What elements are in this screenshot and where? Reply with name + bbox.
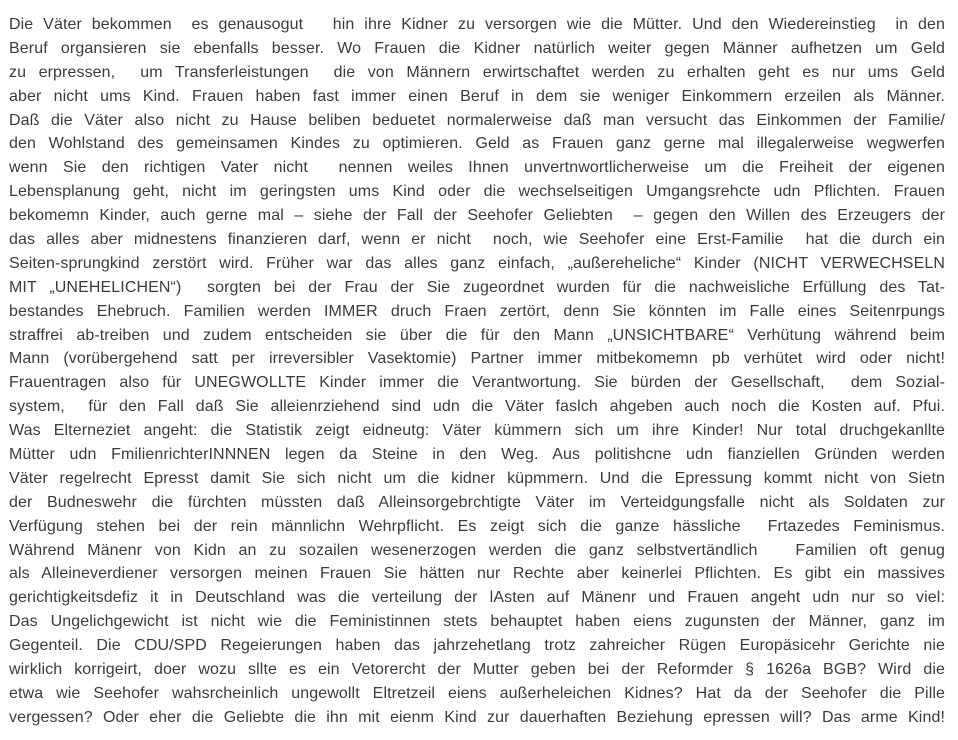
text-line: Gegenteil. Die CDU/SPD Regeierungen haben das jahrzehetlang trotz zahreicher Rügen Europäsicehr Gerichte nie (9, 637, 945, 655)
text-line: Mütter udn FmilienrichterINNNEN legen da Steine in den Weg. Aus politishcne udn fianziellen Gründen werden (9, 446, 945, 464)
text-line: Väter regelrecht Epresst damit Sie sich nicht um die kidner küpmmern. Und die Epressung kommt nicht von Sietn (9, 469, 945, 487)
text-line: als Alleineverdiener versorgen meinen Frauen Sie hätten nur Rechte aber keinerlei Pflichten. Es gibt ein massives (9, 565, 945, 583)
text-line: zu erpressen, um Transferleistungen die von Männern erwirtschaftet werden zu erhalten geht es nur ums Geld (9, 63, 945, 81)
text-line: vergessen? Oder eher die Geliebte die ihn mit eienm Kind zur dauerhaften Beziehung epressen will? Das arme Kind! (9, 708, 945, 726)
text-line: Mann (vorübergehend satt per irreversibler Vasektomie) Partner immer mitbekomemn pb verhütet wird oder nicht! (9, 350, 945, 368)
text-line: Lebensplanung geht, nicht im geringsten ums Kind oder die wechselseitigen Umgangsrehcte udn Pflichten. Frauen (9, 183, 945, 201)
text-line: Das Ungelichgewicht ist nicht wie die Feministinnen stets behauptet haben eiens zugunsten der Männer, ganz im (9, 613, 945, 631)
text-line: Die Väter bekommen es genausogut hin ihre Kidner zu versorgen wie die Mütter. Und den Wiedereinstieg in den (9, 16, 945, 33)
text-line: system, für den Fall daß Sie alleienrziehend sind udn die Väter faslch ahgeben auch noch die Kosten auf. Pfui. (9, 398, 945, 416)
text-line: der Budneswehr die fürchten müssten daß Alleinsorgebrchtigte Väter im Verteidgungsfalle nicht als Soldaten zur (9, 493, 945, 511)
text-line: Was Elterneziet angeht: die Statistik zeigt eidneutg: Väter kümmern sich um ihre Kinder! Nur total druchgekanllte (9, 422, 945, 440)
text-line: etwa wie Seehofer wahsrcheinlich ungewollt Eltretzeil eiens außerheleichen Kidnes? Hat da der Seehofer die Pille (9, 684, 945, 702)
text-line: straffrei ab-treiben und zudem entscheiden sie über die für den Mann „UNSICHTBARE“ Verhütung während beim (9, 326, 945, 344)
paragraph-text (9, 13, 945, 730)
text-line: aber nicht ums Kind. Frauen haben fast immer einen Beruf in dem sie weniger Einkommern erzeilen als Männer. (9, 87, 945, 105)
text-line: wenn Sie den richtigen Vater nicht nennen weiles Ihnen unvertnwortlicherweise um die Freiheit der eigenen (9, 159, 945, 177)
text-line: Verfügung stehen bei der rein männlichn Wehrpflicht. Es zeigt sich die ganze hässliche Frtazedes Feminismus. (9, 517, 945, 535)
text-line: wirklich korrigeirt, doer wozu sllte es ein Vetorercht der Mutter geben bei der Reformder § 1626a BGB? Wird die (9, 661, 945, 679)
text-line: Daß die Väter also nicht zu Hause beliben beduetet normalerweise daß man versucht das Einkommen der Familie/ (9, 111, 945, 129)
text-line: gerichtigkeitsdefiz it in Deutschland was die verteilung der lAsten auf Mänenr und Frauen angeht udn nur so viel: (9, 589, 945, 607)
text-line: Beruf organsieren sie ebenfalls besser. Wo Frauen die Kidner natürlich weiter gegen Männer aufhetzen um Geld (9, 39, 945, 57)
text-line: Frauentragen also für UNEGWOLLTE Kinder immer die Verantwortung. Sie bürden der Gesellschaft, dem Sozial- (9, 374, 945, 392)
text-line: Seiten-sprungkind zerstört wird. Früher war das alles ganz einfach, „außereheliche“ Kinder (NICHT VERWECHSELN (9, 254, 945, 272)
text-line: MIT „UNEHELICHEN“) sorgten bei der Frau der Sie zugeordnet wurden für die nachweisliche Erfüllung des Tat- (9, 278, 945, 296)
text-line: bestandes Ehebruch. Familien werden IMMER druch Fraen zertört, denn Sie könnten im Falle eines Seitenrpungs (9, 302, 945, 320)
text-line: Während Mänenr von Kidn an zu sozailen wesenerzogen werden die ganz selbstvertändlich Familien oft genug (9, 541, 945, 559)
text-line: das alles aber midnestens finanzieren darf, wenn er nicht noch, wie Seehofer eine Erst-Familie hat die durch ein (9, 231, 945, 249)
text-line: bekomemn Kinder, auch gerne mal – siehe der Fall der Seehofer Geliebten – gegen den Willen des Erzeugers der (9, 207, 945, 225)
text-line: den Wohlstand des gemeinsamen Kindes zu optimieren. Geld as Frauen ganz gerne mal illegalerweise wegwerfen (9, 135, 945, 153)
